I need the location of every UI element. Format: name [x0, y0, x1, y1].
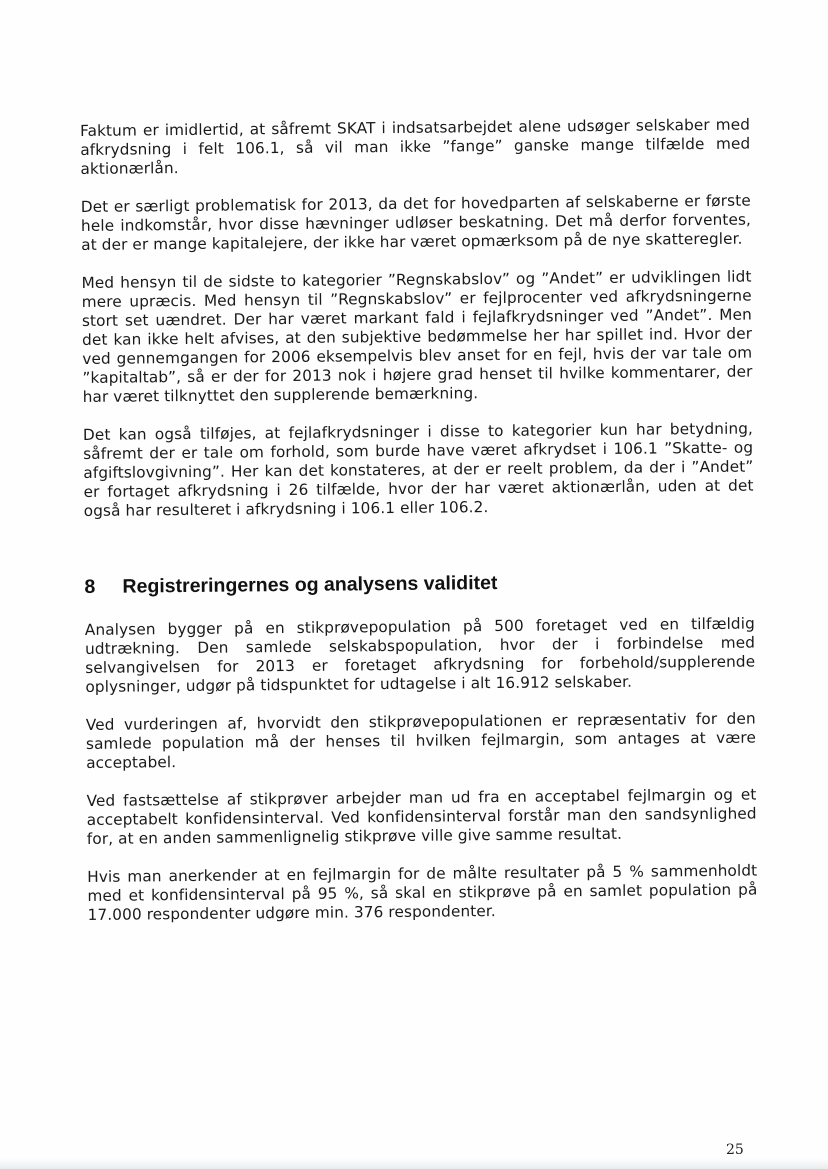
paragraph-fejlafkrydsninger: Det kan også tilføjes, at fejlafkrydsninger i disse to kategorier kun har betydning, såfremt der er tale om forhold, som burde have været afkrydset i 106.1 ”Skatte- og afgiftslovgivning”. Her kan det konstateres, at der er reelt problem, da der i ”Andet” er fortaget afkrydsning i 26 tilfælde, hvor der har været aktionærlån, uden at det også har resulteret i afkrydsning i 106.1 eller 106.2.: [82, 419, 754, 520]
paragraph-repraesentativ: Ved vurderingen af, hvorvidt den stikprøvepopulationen er repræsentativ for den samlede population må der henses til hvilken fejlmargin, som antages at være acceptabel.: [85, 709, 757, 772]
paragraph-regnskabslov-andet: Med hensyn til de sidste to kategorier ”Regnskabslov” og ”Andet” er udviklingen lidt mere upræcis. Med hensyn til ”Regnskabslov” er fejlprocenter ved afkrydsningerne stort set uændret. Der har været markant fald i fejlafkrydsninger ved ”Andet”. Men det kan ikke helt afvises, at den subjektive bedømmelse her har spillet ind. Hvor der ved gennemgangen for 2006 eksempelvis blev anset for en fejl, hvis der var tale om ”kapitaltab”, så er der for 2013 nok i højere grad henset til hvilke kommentarer, der har været tilknyttet den supplerende bemærkning.: [81, 267, 753, 406]
paragraph-faktum: Faktum er imidlertid, at såfremt SKAT i indsatsarbejdet alene udsøger selskaber med afkrydsning i felt 106.1, så vil man ikke ”fange” ganske mange tilfælde med aktionærlån.: [80, 115, 751, 178]
paragraph-konfidensinterval: Ved fastsættelse af stikprøver arbejder man ud fra en acceptabel fejlmargin og et acceptabelt konfidensinterval. Ved konfidensinterval forstår man den sandsynlighed for, at en anden sammenlignelig stikprøve ville give samme resultat.: [86, 785, 757, 848]
section-number: 8: [84, 575, 96, 598]
paragraph-problematisk-2013: Det er særligt problematisk for 2013, da det for hovedparten af selskaberne er første hele indkomstår, hvor disse hævninger udløser beskatning. Det må derfor forventes, at der er mange kapitalejere, der ikke har været opmærksom på de nye skatteregler.: [80, 191, 752, 254]
page-number: 25: [726, 1142, 744, 1158]
paragraph-fejlmargin: Hvis man anerkender at en fejlmargin for de målte resultater på 5 % sammenholdt med et konfidensinterval på 95 %, så skal en stikprøve på en samlet population på 17.000 respondenter udgøre min. 376 respondenter.: [87, 861, 758, 924]
page-body: [80, 116, 758, 925]
paragraph-stikproevepopulation: Analysen bygger på en stikprøvepopulation på 500 foretaget ved en tilfældig udtrækning. Den samlede selskabspopulation, hvor der i forbindelse med selvangivelsen for 2013 er foretaget afkrydsning for forbehold/supplerende oplysninger, udgør på tidspunktet for udtagelse i alt 16.912 selskaber.: [84, 614, 756, 696]
section-heading: [84, 569, 754, 599]
scan-bottom-edge: [0, 1158, 828, 1169]
section-title: Registreringernes og analysens validitet: [122, 572, 498, 598]
